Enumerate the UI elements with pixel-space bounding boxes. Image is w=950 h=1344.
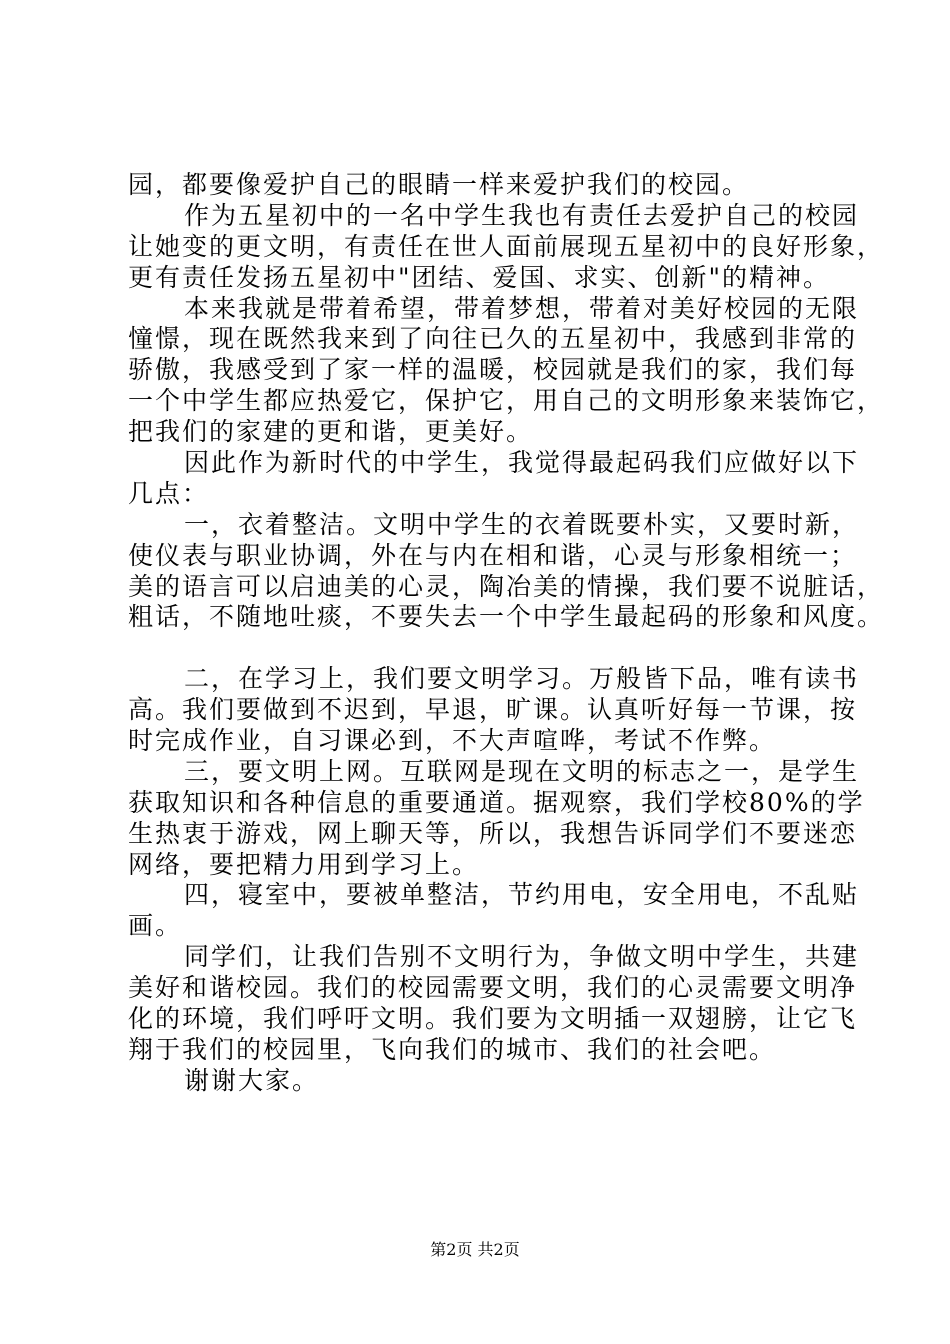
page-number-label: 第2页 共2页 bbox=[430, 1240, 520, 1259]
paragraph-gap bbox=[128, 633, 858, 664]
text-line: 时完成作业，自习课必到，不大声喧哗，考试不作弊。 bbox=[128, 726, 777, 756]
text-line: 四，寝室中，要被单整洁，节约用电，安全用电，不乱贴 bbox=[184, 880, 860, 910]
text-line: 一，衣着整洁。文明中学生的衣着既要朴实，又要时新， bbox=[184, 509, 860, 539]
text-line: 让她变的更文明，有责任在世人面前展现五星初中的良好形象， bbox=[128, 231, 885, 261]
text-line: 把我们的家建的更和谐，更美好。 bbox=[128, 417, 534, 447]
text-line: 化的环境，我们呼吁文明。我们要为文明插一双翅膀，让它飞 bbox=[128, 1004, 858, 1034]
text-line: 高。我们要做到不迟到，早退，旷课。认真听好每一节课，按 bbox=[128, 695, 858, 725]
text-line: 美好和谐校园。我们的校园需要文明，我们的心灵需要文明净 bbox=[128, 973, 858, 1003]
text-line: 几点： bbox=[128, 478, 210, 508]
text-line: 网络，要把精力用到学习上。 bbox=[128, 849, 480, 879]
text-line: 骄傲，我感受到了家一样的温暖，校园就是我们的家，我们每 bbox=[128, 355, 858, 385]
text-line: 获取知识和各种信息的重要通道。据观察，我们学校80%的学 bbox=[128, 787, 865, 817]
text-line: 同学们，让我们告别不文明行为，争做文明中学生，共建 bbox=[184, 942, 860, 972]
text-line: 画。 bbox=[128, 911, 183, 941]
text-line: 生热衷于游戏，网上聊天等，所以，我想告诉同学们不要迷恋 bbox=[128, 818, 858, 848]
text-line: 美的语言可以启迪美的心灵，陶冶美的情操，我们要不说脏话， bbox=[128, 571, 885, 601]
text-line: 憧憬，现在既然我来到了向往已久的五星初中，我感到非常的 bbox=[128, 324, 858, 354]
text-line: 因此作为新时代的中学生，我觉得最起码我们应做好以下 bbox=[184, 448, 860, 478]
text-line: 园，都要像爱护自己的眼睛一样来爱护我们的校园。 bbox=[128, 170, 750, 199]
page-footer bbox=[0, 1240, 950, 1260]
text-line: 三，要文明上网。互联网是现在文明的标志之一，是学生 bbox=[184, 756, 860, 786]
text-line: 二，在学习上，我们要文明学习。万般皆下品，唯有读书 bbox=[184, 664, 860, 694]
text-line: 翔于我们的校园里，飞向我们的城市、我们的社会吧。 bbox=[128, 1034, 777, 1064]
text-line: 粗话，不随地吐痰，不要失去一个中学生最起码的形象和风度。 bbox=[128, 602, 885, 632]
text-line: 本来我就是带着希望，带着梦想，带着对美好校园的无限 bbox=[184, 293, 860, 323]
text-line: 作为五星初中的一名中学生我也有责任去爱护自己的校园 bbox=[184, 200, 860, 230]
text-line: 一个中学生都应热爱它，保护它，用自己的文明形象来装饰它， bbox=[128, 386, 885, 416]
text-line: 谢谢大家。 bbox=[184, 1065, 320, 1095]
text-line: 使仪表与职业协调，外在与内在相和谐，心灵与形象相统一； bbox=[128, 540, 858, 570]
document-body bbox=[128, 170, 885, 1097]
text-line: 更有责任发扬五星初中"团结、爱国、求实、创新"的精神。 bbox=[128, 262, 831, 292]
